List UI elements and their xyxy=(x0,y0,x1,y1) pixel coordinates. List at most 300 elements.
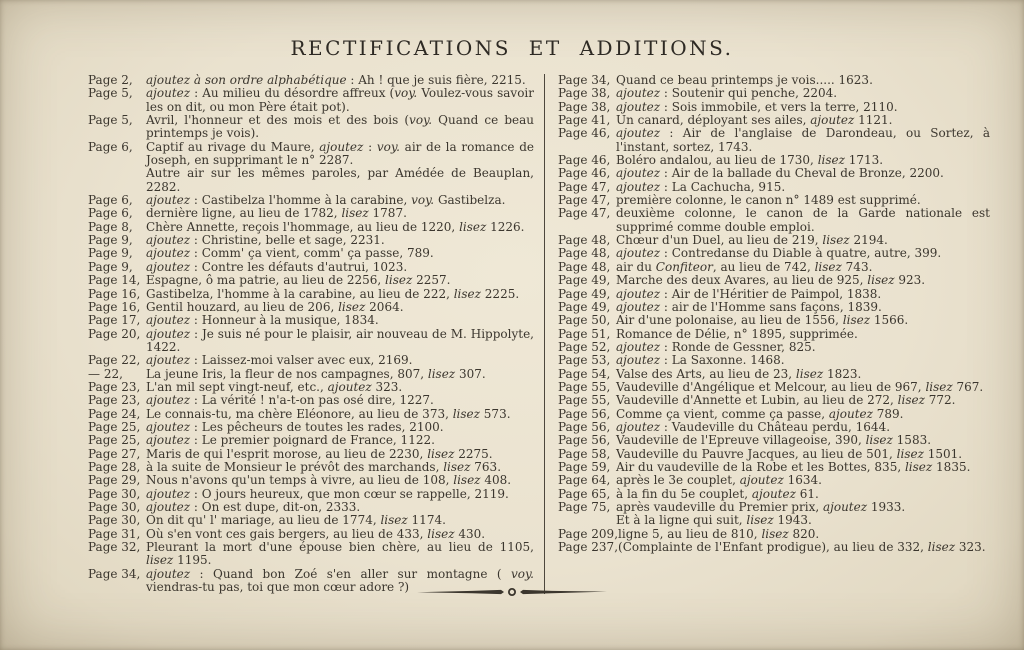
entry-text: Le connais-tu, ma chère Eléonore, au lieu de 373, xyxy=(146,406,453,421)
entry-text: : air de l'Homme sans façons, 1839. xyxy=(660,299,882,314)
correction-entry xyxy=(88,234,534,247)
entry-text: 1634. xyxy=(783,473,822,488)
entry-text: : La Cachucha, 915. xyxy=(660,179,786,194)
italic-text: ajoutez xyxy=(146,326,191,341)
page-label: Page 51, xyxy=(558,326,611,341)
italic-text: ajoutez xyxy=(146,486,191,501)
entry-text: 307. xyxy=(455,366,486,381)
page-label: Page 17, xyxy=(88,313,141,328)
page-label: Page 49, xyxy=(558,286,611,301)
correction-entry xyxy=(558,461,990,474)
correction-entry xyxy=(558,74,990,87)
correction-entry xyxy=(88,288,534,301)
italic-text: lisez xyxy=(453,286,481,301)
correction-entry xyxy=(88,488,534,501)
entry-text: 430. xyxy=(454,526,486,541)
page-label: Page 27, xyxy=(88,446,141,461)
page-label: Page 23, xyxy=(88,393,141,408)
page-label: Page 48, xyxy=(558,259,611,274)
correction-entry xyxy=(558,421,990,434)
page-label: Page 29, xyxy=(88,473,141,488)
entry-text: 323. xyxy=(955,540,986,555)
page-label: Page 75, xyxy=(558,500,611,514)
entry-text: Voulez-vous savoir les on dit, ou mon Père était pot). xyxy=(146,86,534,114)
correction-entry xyxy=(88,301,534,314)
italic-text: lisez xyxy=(380,513,408,528)
correction-entry xyxy=(558,528,990,541)
entry-text: : Les pêcheurs de toutes les rades, 2100. xyxy=(190,419,444,434)
correction-entry xyxy=(558,368,990,381)
entry-text: air de la romance de Joseph, en supprimant le n° 2287. xyxy=(146,139,535,168)
entry-text: Gastibelza, l'homme à la carabine, au lieu de 222, xyxy=(146,286,454,301)
entry-text: : On est dupe, dit-on, 2333. xyxy=(190,500,361,514)
page-label: Page 64, xyxy=(558,473,611,488)
page-label: Page 56, xyxy=(558,406,611,421)
correction-entry xyxy=(88,368,534,381)
entry-text: Gentil houzard, au lieu de 206, xyxy=(146,299,339,314)
correction-entry xyxy=(88,408,534,421)
entry-text: : Air de l'anglaise de Darondeau, ou Sortez, à l'instant, sortez, 1743. xyxy=(616,126,990,154)
correction-entry xyxy=(88,274,534,287)
entry-text: 1226. xyxy=(486,219,525,234)
italic-text: lisez xyxy=(453,473,481,488)
correction-entry xyxy=(558,408,990,421)
correction-entry xyxy=(88,87,534,114)
correction-entry xyxy=(558,394,990,407)
page-label: Page 49, xyxy=(558,273,611,288)
italic-text: lisez xyxy=(443,459,471,474)
italic-text: lisez xyxy=(427,366,456,381)
entry-text: : Air de l'Héritier de Paimpol, 1838. xyxy=(660,286,882,301)
correction-entry xyxy=(88,74,534,87)
correction-entry xyxy=(558,474,990,487)
correction-entry xyxy=(88,247,534,260)
page-label: Page 48, xyxy=(558,233,611,248)
correction-entry xyxy=(88,528,534,541)
correction-entry xyxy=(88,421,534,434)
correction-entry xyxy=(558,154,990,167)
correction-entry xyxy=(558,488,990,501)
two-column-layout xyxy=(88,74,990,594)
italic-text: ajoutez xyxy=(739,473,784,488)
page-label: Page 25, xyxy=(88,433,141,448)
page-label: Page 22, xyxy=(88,353,141,368)
correction-entry xyxy=(88,221,534,234)
page-label: Page 209, xyxy=(558,526,619,541)
entry-text: 789. xyxy=(872,406,904,421)
correction-entry xyxy=(88,434,534,447)
page-label: Page 9, xyxy=(88,233,133,248)
page-label: — 22, xyxy=(88,366,123,381)
correction-entry xyxy=(88,167,534,194)
correction-entry xyxy=(88,394,534,407)
entry-text: : O jours heureux, que mon cœur se rappelle, 2119. xyxy=(190,486,509,501)
italic-text: lisez xyxy=(459,219,487,234)
entry-text: 763. xyxy=(470,459,502,474)
page-label: Page 31, xyxy=(88,526,141,541)
entry-text: Autre air sur les mêmes paroles, par Amédée de Beauplan, 2282. xyxy=(146,166,534,194)
correction-entry xyxy=(558,448,990,461)
page-label: Page 46, xyxy=(558,126,611,141)
italic-text: ajoutez xyxy=(616,99,661,114)
italic-text: ajoutez xyxy=(616,339,661,354)
page-label: Page 20, xyxy=(88,326,141,341)
entry-text: 1933. xyxy=(867,500,906,514)
correction-entry xyxy=(88,448,534,461)
entry-text: : Sois immobile, et vers la terre, 2110. xyxy=(660,99,898,114)
page-label: Page 41, xyxy=(558,113,611,128)
page-label: Page 6, xyxy=(88,206,133,221)
page-label: Page 34, xyxy=(558,73,611,87)
entry-text: Pleurant la mort d'une épouse bien chère, au lieu de 1105, xyxy=(146,540,534,555)
correction-entry xyxy=(558,261,990,274)
entry-text: 1121. xyxy=(854,113,893,128)
entry-text: Air d'une polonaise, au lieu de 1556, xyxy=(616,313,843,328)
correction-entry xyxy=(88,207,534,220)
italic-text: lisez xyxy=(927,540,956,555)
correction-entry xyxy=(88,261,534,274)
italic-text: ajoutez xyxy=(616,419,661,434)
italic-text: ajoutez xyxy=(319,139,364,154)
page-label: Page 16, xyxy=(88,286,141,301)
italic-text: voy. xyxy=(409,113,433,128)
entry-text: : Le premier poignard de France, 1122. xyxy=(190,433,435,448)
italic-text: ajoutez xyxy=(616,353,661,368)
entry-text: : Soutenir qui penche, 2204. xyxy=(660,86,838,101)
entry-text: 573. xyxy=(479,406,511,421)
italic-text: lisez xyxy=(452,406,480,421)
page-label: Page 38, xyxy=(558,86,611,101)
entry-text: 408. xyxy=(480,473,512,488)
entry-text: dernière ligne, au lieu de 1782, xyxy=(146,206,342,221)
correction-entry xyxy=(88,474,534,487)
entry-text: : Honneur à la musique, 1834. xyxy=(190,313,379,328)
correction-entry xyxy=(88,194,534,207)
italic-text: lisez xyxy=(385,273,413,288)
italic-text: lisez xyxy=(746,513,774,528)
entry-text: ligne 5, au lieu de 810, xyxy=(618,526,762,541)
entry-text: Air du vaudeville de la Robe et les Bottes, 835, xyxy=(616,459,905,474)
italic-text: ajoutez xyxy=(146,353,191,368)
correction-entry xyxy=(88,514,534,527)
italic-text: voy. xyxy=(394,86,418,101)
entry-text: : Au milieu du désordre affreux ( xyxy=(190,86,395,101)
italic-text: ajoutez xyxy=(146,313,191,328)
page-label: Page 30, xyxy=(88,486,141,501)
entry-text: 1195. xyxy=(173,553,212,568)
italic-text: ajoutez xyxy=(822,500,868,514)
italic-text: lisez xyxy=(338,299,366,314)
italic-text: lisez xyxy=(842,313,871,328)
page-label: Page 58, xyxy=(558,446,611,461)
page-label: Page 54, xyxy=(558,366,611,381)
page-label: Page 14, xyxy=(88,273,141,288)
italic-text: ajoutez xyxy=(616,246,661,261)
page-label: Page 8, xyxy=(88,219,133,234)
entry-text: 1174. xyxy=(407,513,446,528)
correction-entry xyxy=(558,314,990,327)
entry-text: Romance de Délie, n° 1895, supprimée. xyxy=(616,326,858,341)
italic-text: ajoutez xyxy=(751,486,796,501)
right-column column-divider xyxy=(544,74,990,594)
entry-text: : Ronde de Gessner, 825. xyxy=(660,339,816,354)
italic-text: ajoutez xyxy=(146,393,191,408)
page-label: Page 46, xyxy=(558,166,611,181)
italic-text: ajoutez xyxy=(327,379,372,394)
entry-text: après vaudeville du Premier prix, xyxy=(616,500,823,514)
entry-text: 772. xyxy=(924,393,956,408)
entry-text: : Air de la ballade du Cheval de Bronze, 2200. xyxy=(660,166,944,181)
entry-text: 2257. xyxy=(412,273,451,288)
entry-text: Vaudeville d'Annette et Lubin, au lieu de 272, xyxy=(616,393,898,408)
italic-text: ajoutez xyxy=(146,246,191,261)
correction-entry xyxy=(558,501,990,514)
entry-text: : Comm' ça vient, comm' ça passe, 789. xyxy=(190,246,434,261)
entry-text: 820. xyxy=(788,526,820,541)
italic-text: lisez xyxy=(904,459,933,474)
entry-text: 1787. xyxy=(368,206,407,221)
entry-text: Gastibelza. xyxy=(434,193,506,208)
entry-text: 1501. xyxy=(923,446,963,461)
entry-text: Où s'en vont ces gais bergers, au lieu de 433, xyxy=(146,526,428,541)
italic-text: lisez xyxy=(427,446,455,461)
page-label: Page 48, xyxy=(558,246,611,261)
entry-text: Quand ce beau printemps je vois..... 1623. xyxy=(616,73,873,87)
entry-text: à la fin du 5e couplet, xyxy=(616,486,752,501)
entry-text: Nous n'avons qu'un temps à vivre, au lieu de 108, xyxy=(146,473,454,488)
page-label: Page 23, xyxy=(88,379,141,394)
entry-text: 61. xyxy=(795,486,819,501)
entry-text: 1823. xyxy=(823,366,862,381)
entry-text: Avril, l'honneur et des mois et des bois ( xyxy=(146,113,410,128)
entry-text: deuxième colonne, le canon de la Garde nationale est supprimé comme double emploi. xyxy=(616,206,990,234)
correction-entry xyxy=(88,354,534,367)
entry-text: : La Saxonne. 1468. xyxy=(660,353,785,368)
entry-text: 1943. xyxy=(773,513,812,528)
italic-text: lisez xyxy=(896,446,924,461)
page-label: Page 6, xyxy=(88,193,133,208)
page-label: Page 16, xyxy=(88,299,141,314)
italic-text: ajoutez xyxy=(146,500,191,514)
correction-entry xyxy=(558,328,990,341)
italic-text: lisez xyxy=(865,433,893,448)
italic-text: lisez xyxy=(897,393,925,408)
page-label: Page 55, xyxy=(558,393,611,408)
correction-entry xyxy=(558,167,990,180)
italic-text: lisez xyxy=(867,273,895,288)
italic-text: Confiteor xyxy=(655,259,713,274)
correction-entry xyxy=(88,541,534,568)
correction-entry xyxy=(558,288,990,301)
page-label: Page 6, xyxy=(88,139,133,154)
page-label: Page 24, xyxy=(88,406,141,421)
entry-text: Vaudeville d'Angélique et Melcour, au lieu de 967, xyxy=(616,379,926,394)
correction-entry xyxy=(558,194,990,207)
correction-entry xyxy=(558,354,990,367)
page-label: Page 25, xyxy=(88,419,141,434)
entry-text: Captif au rivage du Maure, xyxy=(146,139,320,154)
italic-text: voy. xyxy=(510,566,534,581)
entry-text: : Ah ! que je suis fière, 2215. xyxy=(346,73,526,87)
entry-text: après le 3e couplet, xyxy=(616,473,740,488)
page-label: Page 2, xyxy=(88,73,133,87)
entry-text: : Contre les défauts d'autrui, 1023. xyxy=(190,259,408,274)
entry-text: 2194. xyxy=(849,233,888,248)
correction-entry xyxy=(558,181,990,194)
entry-text: Comme ça vient, comme ça passe, xyxy=(616,406,829,421)
bottom-ornament xyxy=(0,585,1024,604)
tapered-rule-icon xyxy=(417,585,607,599)
correction-entry xyxy=(558,234,990,247)
page-label: Page 32, xyxy=(88,540,141,555)
page-label: Page 47, xyxy=(558,179,611,194)
page-title: RECTIFICATIONS ET ADDITIONS. xyxy=(290,36,734,60)
italic-text: lisez xyxy=(817,153,845,168)
correction-entry xyxy=(558,434,990,447)
page-label: Page 38, xyxy=(558,99,611,114)
italic-text: ajoutez xyxy=(616,86,661,101)
entry-text: Espagne, ô ma patrie, au lieu de 2256, xyxy=(146,273,386,288)
page-label: Page 47, xyxy=(558,193,611,208)
entry-text: air du xyxy=(616,259,656,274)
correction-entry xyxy=(88,461,534,474)
entry-text: 743. xyxy=(841,259,873,274)
entry-text: 767. xyxy=(952,379,984,394)
italic-text: lisez xyxy=(146,553,174,568)
page-label: Page 5, xyxy=(88,113,133,128)
italic-text: ajoutez xyxy=(146,193,191,208)
entry-text: Vaudeville de l'Epreuve villageoise, 390, xyxy=(616,433,866,448)
italic-text: ajoutez xyxy=(146,566,191,581)
entry-text: : Laissez-moi valser avec eux, 2169. xyxy=(190,353,413,368)
italic-text: lisez xyxy=(795,366,824,381)
correction-entry xyxy=(88,141,534,168)
correction-entry xyxy=(88,328,534,355)
correction-entry xyxy=(558,207,990,234)
page-label: Page 30, xyxy=(88,500,141,514)
page-label: Page 237, xyxy=(558,540,619,555)
italic-text: ajoutez xyxy=(146,86,191,101)
page-label: Page 52, xyxy=(558,339,611,354)
entry-text: : xyxy=(363,139,377,154)
correction-entry xyxy=(558,301,990,314)
correction-entry xyxy=(88,501,534,514)
entry-text: 1566. xyxy=(870,313,909,328)
correction-entry xyxy=(558,247,990,260)
correction-entry xyxy=(88,381,534,394)
italic-text: ajoutez xyxy=(616,126,661,141)
entry-text: : La vérité ! n'a-t-on pas osé dire, 1227. xyxy=(190,393,434,408)
entry-text: 2225. xyxy=(480,286,520,301)
page-label: Page 56, xyxy=(558,419,611,434)
page-label: Page 65, xyxy=(558,486,611,501)
italic-text: lisez xyxy=(427,526,455,541)
italic-text: lisez xyxy=(925,379,953,394)
entry-text: première colonne, le canon n° 1489 est supprimé. xyxy=(616,193,921,208)
entry-text: Vaudeville du Pauvre Jacques, au lieu de 501, xyxy=(616,446,897,461)
italic-text: lisez xyxy=(814,259,842,274)
entry-text: 323. xyxy=(371,379,403,394)
entry-text: à la suite de Monsieur le prévôt des marchands, xyxy=(146,459,444,474)
page-label: Page 30, xyxy=(88,513,141,528)
italic-text: ajoutez xyxy=(810,113,855,128)
entry-text: (Complainte de l'Enfant prodigue), au lieu de 332, xyxy=(618,540,928,555)
entry-text: : Je suis né pour le plaisir, air nouveau de M. Hippolyte, 1422. xyxy=(146,326,534,354)
entry-text: On dit qu' l' mariage, au lieu de 1774, xyxy=(146,513,381,528)
italic-text: ajoutez xyxy=(616,166,661,181)
page-label: Page 47, xyxy=(558,206,611,221)
italic-text: ajoutez xyxy=(146,419,191,434)
italic-text: ajoutez xyxy=(828,406,873,421)
entry-text: 1835. xyxy=(932,459,971,474)
italic-text: voy. xyxy=(376,139,400,154)
entry-text: 923. xyxy=(894,273,926,288)
italic-text: ajoutez xyxy=(616,299,661,314)
entry-text: : Christine, belle et sage, 2231. xyxy=(190,233,385,248)
page-label: Page 46, xyxy=(558,153,611,168)
correction-entry xyxy=(558,381,990,394)
correction-entry xyxy=(558,114,990,127)
italic-text: lisez xyxy=(761,526,789,541)
entry-text: L'an mil sept vingt-neuf, etc., xyxy=(146,379,328,394)
entry-text: Boléro andalou, au lieu de 1730, xyxy=(616,153,818,168)
correction-entry xyxy=(88,314,534,327)
italic-text: voy. xyxy=(411,193,435,208)
italic-text: ajoutez xyxy=(146,259,191,274)
italic-text: ajoutez à son ordre alphabétique xyxy=(146,73,347,87)
entry-text: Et à la ligne qui suit, xyxy=(616,513,747,528)
correction-entry xyxy=(88,114,534,141)
page-label: Page 56, xyxy=(558,433,611,448)
page-label: Page 5, xyxy=(88,86,133,101)
page-label: Page 9, xyxy=(88,259,133,274)
entry-text: La jeune Iris, la fleur de nos campagnes, 807, xyxy=(146,366,428,381)
entry-text: Maris de qui l'esprit morose, au lieu de 2230, xyxy=(146,446,428,461)
entry-text: viendras-tu pas, toi que mon cœur adore ?) xyxy=(146,580,410,595)
italic-text: lisez xyxy=(822,233,850,248)
entry-text: Marche des deux Avares, au lieu de 925, xyxy=(616,273,868,288)
correction-entry xyxy=(558,127,990,154)
entry-text: 2275. xyxy=(454,446,493,461)
italic-text: ajoutez xyxy=(146,433,191,448)
page-label: Page 9, xyxy=(88,246,133,261)
page-label: Page 59, xyxy=(558,459,611,474)
correction-entry xyxy=(558,101,990,114)
entry-text: Chère Annette, reçois l'hommage, au lieu de 1220, xyxy=(146,219,460,234)
entry-text: Quand ce beau printemps je vois). xyxy=(146,113,534,141)
italic-text: ajoutez xyxy=(616,286,661,301)
page-label: Page 55, xyxy=(558,379,611,394)
entry-text: 2064. xyxy=(365,299,404,314)
page-label: Page 49, xyxy=(558,299,611,314)
entry-text: : Vaudeville du Château perdu, 1644. xyxy=(660,419,891,434)
entry-text: 1713. xyxy=(844,153,884,168)
correction-entry xyxy=(558,541,990,554)
italic-text: ajoutez xyxy=(616,179,661,194)
entry-text: Valse des Arts, au lieu de 23, xyxy=(616,366,796,381)
correction-entry xyxy=(558,341,990,354)
italic-text: lisez xyxy=(341,206,369,221)
entry-text: : Quand bon Zoé s'en aller sur montagne ( xyxy=(190,566,511,581)
page-label: Page 53, xyxy=(558,353,611,368)
page-label: Page 50, xyxy=(558,313,611,328)
page-label: Page 34, xyxy=(88,566,141,581)
page-label: Page 28, xyxy=(88,459,141,474)
entry-text: 1583. xyxy=(892,433,932,448)
entry-text: : Castibelza l'homme à la carabine, xyxy=(190,193,412,208)
entry-text: : Contredanse du Diable à quatre, autre, 399. xyxy=(660,246,942,261)
entry-text: Chœur d'un Duel, au lieu de 219, xyxy=(616,233,823,248)
